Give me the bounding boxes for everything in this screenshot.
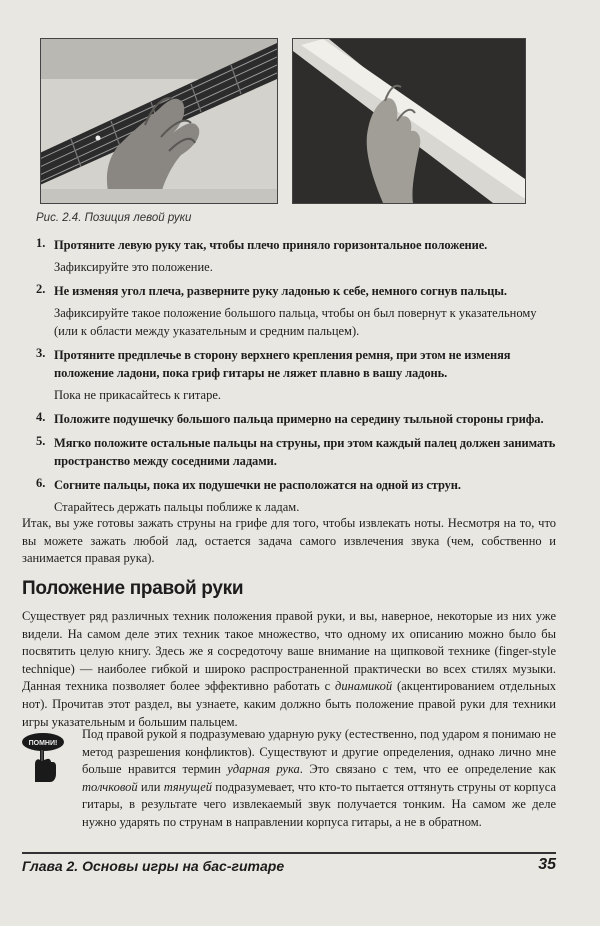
section-heading: Положение правой руки — [22, 578, 244, 599]
step-note: Зафиксируйте это положение. — [54, 260, 213, 274]
step-note: Зафиксируйте такое положение большого пальца, чтобы он был повернут к указательному (или к области между указательным и средним пальцем). — [54, 306, 537, 338]
emphasis-text: динамикой — [335, 679, 393, 694]
step-text: Мягко положите остальные пальцы на струны, при этом каждый палец должен занимать пространство между соседними ладами. — [54, 436, 556, 468]
paragraph-text: (акцентированием отдельных нот). Прочитав этот раздел, вы узнаете, каким должно быть положение правой руки для техники игры указательным и большим пальцем. — [22, 679, 556, 729]
photo-left-hand-under-neck — [292, 38, 526, 204]
step-item — [36, 410, 556, 428]
page-number: 35 — [538, 856, 556, 873]
paragraph-techniques — [22, 608, 556, 731]
figure-caption: Рис. 2.4. Позиция левой руки — [36, 212, 192, 224]
fretboard-photo-illustration — [41, 39, 277, 203]
step-number: 1. — [36, 236, 46, 250]
step-item — [36, 476, 556, 516]
step-item — [36, 434, 556, 470]
paragraph-text: Существует ряд различных техник положения правой руки, и вы, наверное, некоторые из них уже видели. На самом деле этих техник такое множество, что одному их описанию можно было бы посвятить целую книгу. Здесь же я сосредоточу ваше внимание на щипковой технике (finger-style technique) — наиболее гибкой и широко распространенной практически во всех стилях музыки. Данная техника позволяет более эффективно работать с — [22, 609, 556, 694]
step-note: Старайтесь держать пальцы поближе к ладам. — [54, 500, 300, 514]
step-note: Пока не прикасайтесь к гитаре. — [54, 388, 221, 402]
neck-photo-illustration — [293, 39, 525, 203]
paragraph-intro: Итак, вы уже готовы зажать струны на грифе для того, чтобы извлекать ноты. Несмотря на то, что вы можете зажать любой лад, остается задача самого извлечения звука (чем, собственно и занимается правая рука). — [22, 516, 556, 566]
steps-list — [36, 236, 556, 522]
note-text-part: Под правой рукой я подразумеваю ударную руку (естественно, под ударом я понимаю не метод разрешения конфликтов). Существуют и другие определения, однако лично мне больше нравится термин — [82, 727, 556, 777]
step-item — [36, 282, 556, 340]
step-text: Не изменяя угол плеча, разверните руку ладонью к себе, немного согнув пальцы. — [54, 284, 507, 298]
remember-icon-label: ПОМНИ! — [28, 740, 58, 747]
chapter-title: Глава 2. Основы игры на бас-гитаре — [22, 858, 285, 874]
step-number: 4. — [36, 410, 46, 424]
step-text: Положите подушечку большого пальца примерно на середину тыльной стороны грифа. — [54, 412, 544, 426]
step-number: 6. — [36, 476, 46, 490]
step-number: 5. — [36, 434, 46, 448]
step-number: 3. — [36, 346, 46, 360]
step-number: 2. — [36, 282, 46, 296]
step-item — [36, 236, 556, 276]
step-text: Протяните предплечье в сторону верхнего крепления ремня, при этом не изменяя положение ладони, пока гриф гитары не ляжет плавно в вашу ладонь. — [54, 348, 511, 380]
note-emphasis: толчковой — [82, 779, 138, 794]
photo-left-hand-fretboard — [40, 38, 278, 204]
remember-hand-icon — [20, 728, 66, 784]
note-text-part: или — [137, 779, 164, 794]
note-text-part: подразумевает, что кто-то пытается оттянуть струны от корпуса гитары, в результате чего извлекаемый звук получается тонким. На самом же деле нужно ударять по струнам в направлении корпуса гитары, а не в обратном. — [82, 779, 556, 829]
step-text: Протяните левую руку так, чтобы плечо приняло горизонтальное положение. — [54, 238, 488, 252]
note-text-part: . Это связано с тем, что ее определение как — [299, 762, 557, 777]
step-item — [36, 346, 556, 404]
note-emphasis: тянущей — [163, 779, 212, 794]
step-text: Согните пальцы, пока их подушечки не расположатся на одной из струн. — [54, 478, 461, 492]
note-emphasis: ударная рука — [227, 762, 300, 777]
footer-rule — [22, 852, 556, 854]
remember-note-text — [82, 726, 556, 832]
